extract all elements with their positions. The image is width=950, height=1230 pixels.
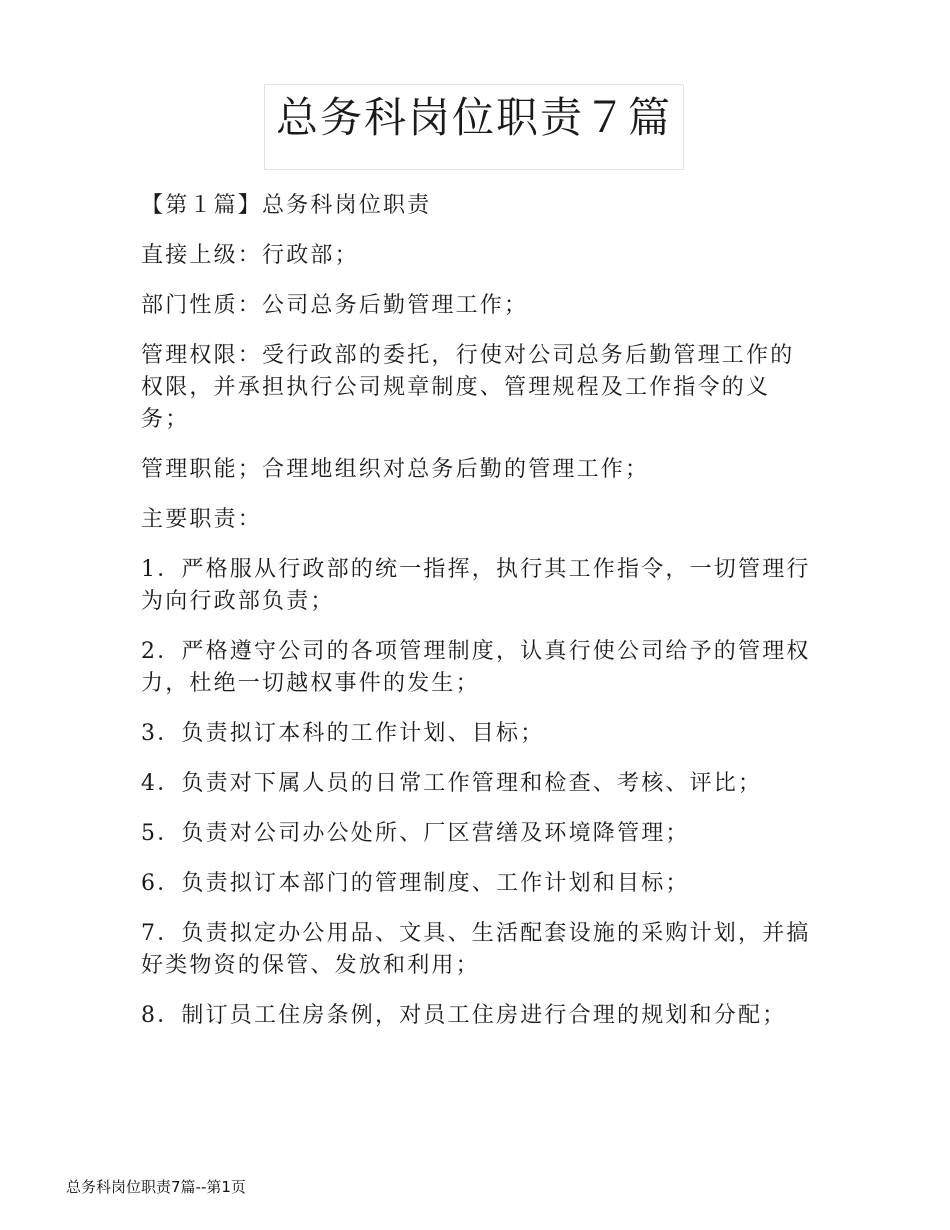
paragraph-authority: 管理权限：受行政部的委托，行使对公司总务后勤管理工作的权限，并承担执行公司规章制度、管理规程及工作指令的义务； (141, 343, 795, 432)
paragraph-supervisor: 直接上级：行政部； (141, 243, 359, 268)
paragraph-duties-heading: 主要职责： (141, 507, 263, 532)
paragraph-department-nature: 部门性质：公司总务后勤管理工作； (141, 293, 529, 318)
duty-item-6: 6．负责拟订本部门的管理制度、工作计划和目标； (141, 871, 690, 896)
duty-item-5: 5．负责对公司办公处所、厂区营缮及环境降管理； (141, 821, 690, 846)
duty-item-4: 4．负责对下属人员的日常工作管理和检查、考核、评比； (141, 771, 763, 796)
document-body (141, 190, 811, 1050)
duty-item-1: 1．严格服从行政部的统一指挥，执行其工作指令，一切管理行为向行政部负责； (141, 557, 811, 614)
document-title: 总务科岗位职责７篇 (275, 93, 672, 142)
paragraph-function: 管理职能；合理地组织对总务后勤的管理工作； (141, 457, 650, 482)
duty-item-3: 3．负责拟订本科的工作计划、目标； (141, 721, 545, 746)
duty-item-7: 7．负责拟定办公用品、文具、生活配套设施的采购计划，并搞好类物资的保管、发放和利用； (141, 921, 811, 978)
page-footer: 总务科岗位职责7篇--第1页 (66, 1178, 246, 1196)
section-heading: 【第１篇】总务科岗位职责 (141, 193, 432, 218)
duty-item-2: 2．严格遵守公司的各项管理制度，认真行使公司给予的管理权力，杜绝一切越权事件的发生； (141, 639, 811, 696)
duty-item-8: 8．制订员工住房条例，对员工住房进行合理的规划和分配； (141, 1003, 787, 1028)
